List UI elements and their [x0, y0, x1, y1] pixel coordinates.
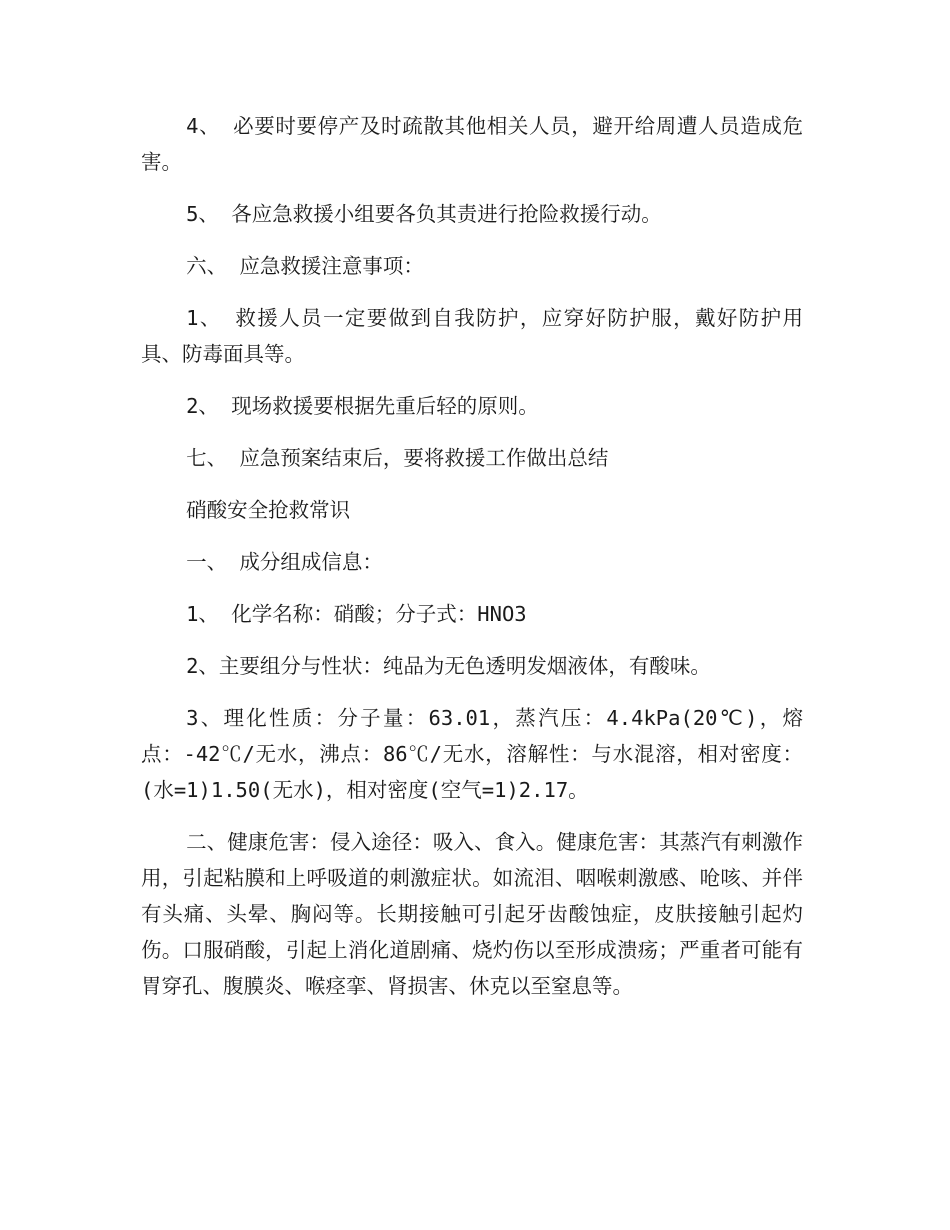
paragraph-chemical-name: 1、 化学名称：硝酸；分子式：HNO3 — [186, 602, 527, 626]
paragraph-self-protection: 1、 救援人员一定要做到自我防护，应穿好防护服，戴好防护用具、防毒面具等。 — [141, 306, 803, 366]
paragraph-evacuation: 4、 必要时要停产及时疏散其他相关人员，避开给周遭人员造成危害。 — [141, 114, 803, 174]
paragraph-priority-principle: 2、 现场救援要根据先重后轻的原则。 — [186, 394, 539, 418]
section-heading-composition: 一、 成分组成信息： — [186, 550, 383, 574]
paragraph-physical-properties: 3、理化性质：分子量：63.01，蒸汽压：4.4kPa(20℃)，熔点：-42℃/无水，沸点：86℃/无水，溶解性：与水混溶，相对密度：(水=1)1.50(无水)，相对密度(空气=1)2.17。 — [141, 706, 803, 802]
section-heading-summary: 七、 应急预案结束后，要将救援工作做出总结 — [186, 446, 609, 470]
section-heading-precautions: 六、 应急救援注意事项： — [186, 254, 424, 278]
paragraph-rescue-groups: 5、 各应急救援小组要各负其责进行抢险救援行动。 — [186, 202, 662, 226]
paragraph-main-components: 2、主要组分与性状：纯品为无色透明发烟液体，有酸味。 — [186, 654, 711, 678]
paragraph-health-hazards: 二、健康危害：侵入途径：吸入、食入。健康危害：其蒸汽有刺激作用，引起粘膜和上呼吸道的刺激症状。如流泪、咽喉刺激感、呛咳、并伴有头痛、头晕、胸闷等。长期接触可引起牙齿酸蚀症，皮肤接触引起灼伤。口服硝酸，引起上消化道剧痛、烧灼伤以至形成溃疡；严重者可能有胃穿孔、腹膜炎、喉痉挛、肾损害、休克以至窒息等。 — [141, 830, 803, 998]
document-body — [141, 108, 803, 1020]
section-title-nitric-acid: 硝酸安全抢救常识 — [186, 498, 351, 522]
